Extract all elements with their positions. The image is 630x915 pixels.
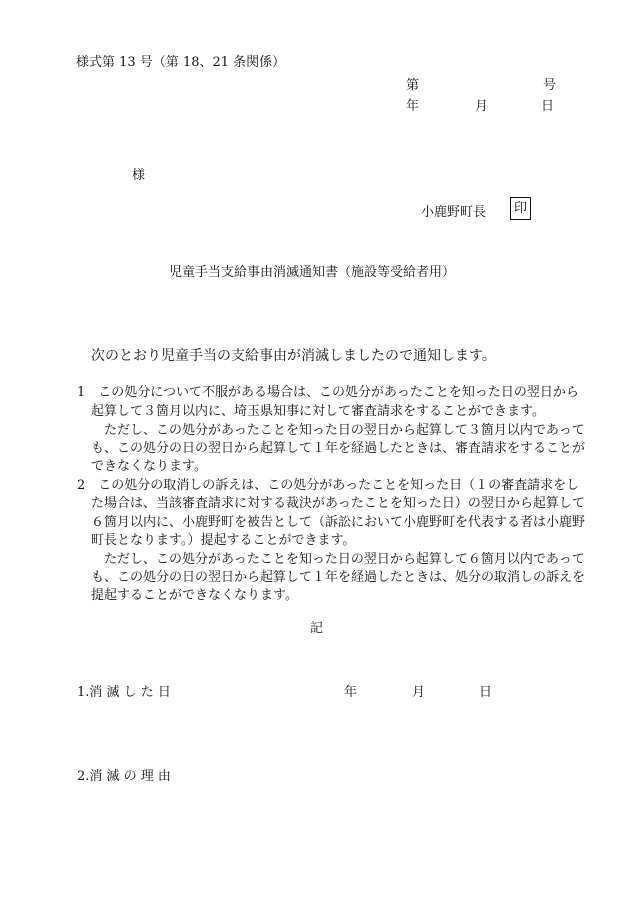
extinction-date-label: 1.消 滅 し た 日: [77, 685, 171, 700]
extinction-date-month: 月: [412, 685, 426, 700]
note-line: ただし、この処分があったことを知った日の翌日から起算して３箇月以内であって: [104, 423, 585, 438]
note-line: た場合は、当該審査請求に対する裁決があったことを知った日）の翌日から起算して: [91, 496, 585, 511]
document-number-prefix: 第: [406, 78, 420, 93]
form-number: 様式第 13 号（第 18、21 条関係）: [76, 55, 286, 70]
sender-name: 小鹿野町長: [421, 205, 487, 220]
note-line: も、この処分の日の翌日から起算して１年を経過したときは、審査請求をすることが: [91, 441, 586, 456]
note-line: ただし、この処分があったことを知った日の翌日から起算して６箇月以内であって: [104, 552, 585, 567]
note-line: 2 この処分の取消しの訴えは、この処分があったことを知った日（１の審査請求をし: [77, 478, 580, 493]
addressee-honorific: 様: [132, 168, 146, 183]
note-line: 起算して３箇月以内に、埼玉県知事に対して審査請求をすることができます。: [91, 404, 545, 419]
note-line: できなくなります。: [91, 459, 207, 474]
issue-date-year: 年: [406, 99, 420, 114]
note-line: 提起することができなくなります。: [91, 588, 298, 603]
extinction-date-day: 日: [479, 685, 493, 700]
note-line: 1 この処分について不服がある場合は、この処分があったことを知った日の翌日から: [77, 385, 579, 400]
extinction-reason-label: 2.消 滅 の 理 由: [77, 769, 171, 784]
record-heading: 記: [310, 621, 324, 636]
note-line: ６箇月以内に、小鹿野町を被告として（訴訟において小鹿野町を代表する者は小鹿野: [91, 515, 586, 530]
official-seal: 印: [510, 197, 531, 220]
note-line: も、この処分の日の翌日から起算して１年を経過したときは、処分の取消しの訴えを: [91, 570, 586, 585]
document-number-suffix: 号: [543, 78, 557, 93]
note-line: 町長となります。）提起することができます。: [91, 533, 356, 548]
issue-date-month: 月: [475, 99, 489, 114]
issue-date-day: 日: [541, 99, 555, 114]
lead-sentence: 次のとおり児童手当の支給事由が消滅しましたので通知します。: [91, 348, 496, 364]
document-title: 児童手当支給事由消滅通知書（施設等受給者用）: [169, 265, 456, 280]
extinction-date-year: 年: [344, 685, 358, 700]
